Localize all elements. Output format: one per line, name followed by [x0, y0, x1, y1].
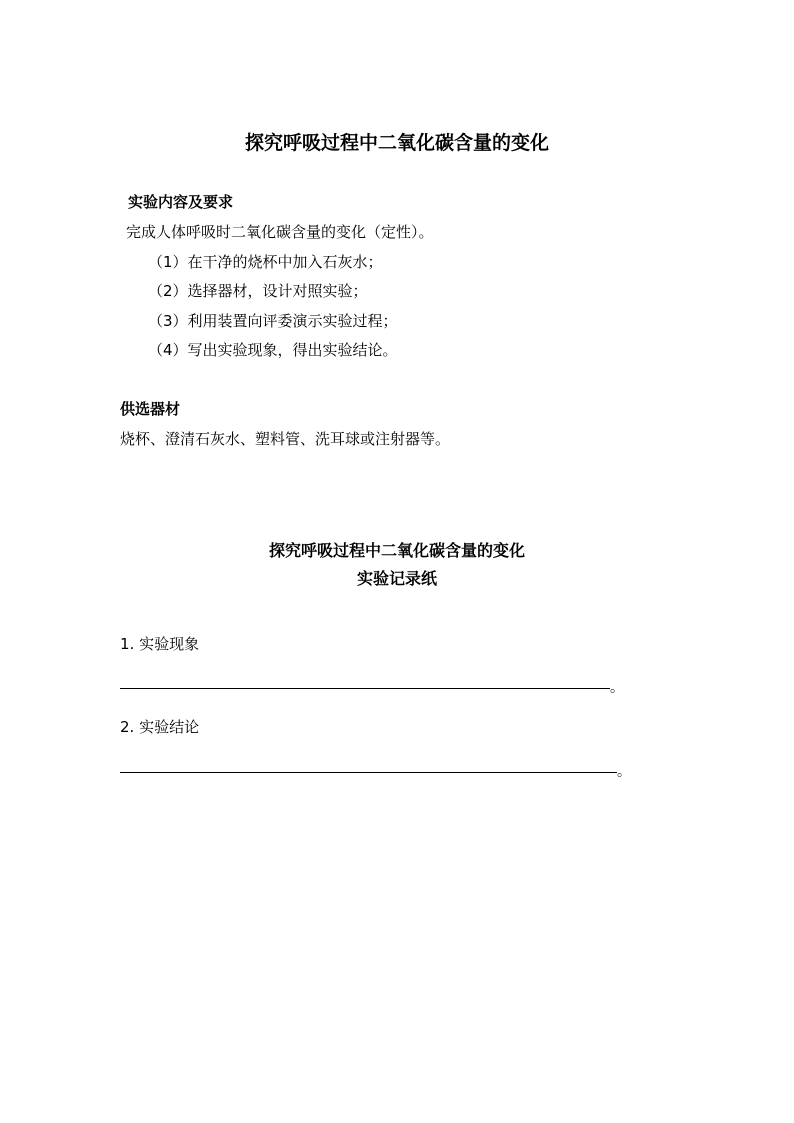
requirements-intro: 完成人体呼吸时二氧化碳含量的变化（定性）。	[126, 223, 434, 241]
question-observation-label: 1. 实验现象	[120, 635, 200, 653]
requirements-heading: 实验内容及要求	[128, 193, 234, 211]
question-conclusion-label: 2. 实验结论	[120, 718, 200, 736]
observation-answer-line[interactable]	[120, 688, 610, 689]
requirement-item-1: （1）在干净的烧杯中加入石灰水；	[148, 253, 383, 271]
conclusion-end-mark: 。	[617, 764, 631, 780]
conclusion-answer-line[interactable]	[120, 772, 617, 773]
observation-end-mark: 。	[610, 680, 624, 696]
page-title: 探究呼吸过程中二氧化碳含量的变化	[244, 132, 549, 154]
requirement-item-2: （2）选择器材，设计对照实验；	[148, 282, 368, 300]
record-subtitle: 实验记录纸	[356, 569, 437, 588]
materials-text: 烧杯、澄清石灰水、塑料管、洗耳球或注射器等。	[120, 430, 451, 448]
materials-heading: 供选器材	[120, 400, 181, 418]
requirement-item-4: （4）写出实验现象，得出实验结论。	[148, 341, 398, 359]
requirement-item-3: （3）利用装置向评委演示实验过程；	[148, 312, 398, 330]
record-title: 探究呼吸过程中二氧化碳含量的变化	[268, 541, 525, 560]
